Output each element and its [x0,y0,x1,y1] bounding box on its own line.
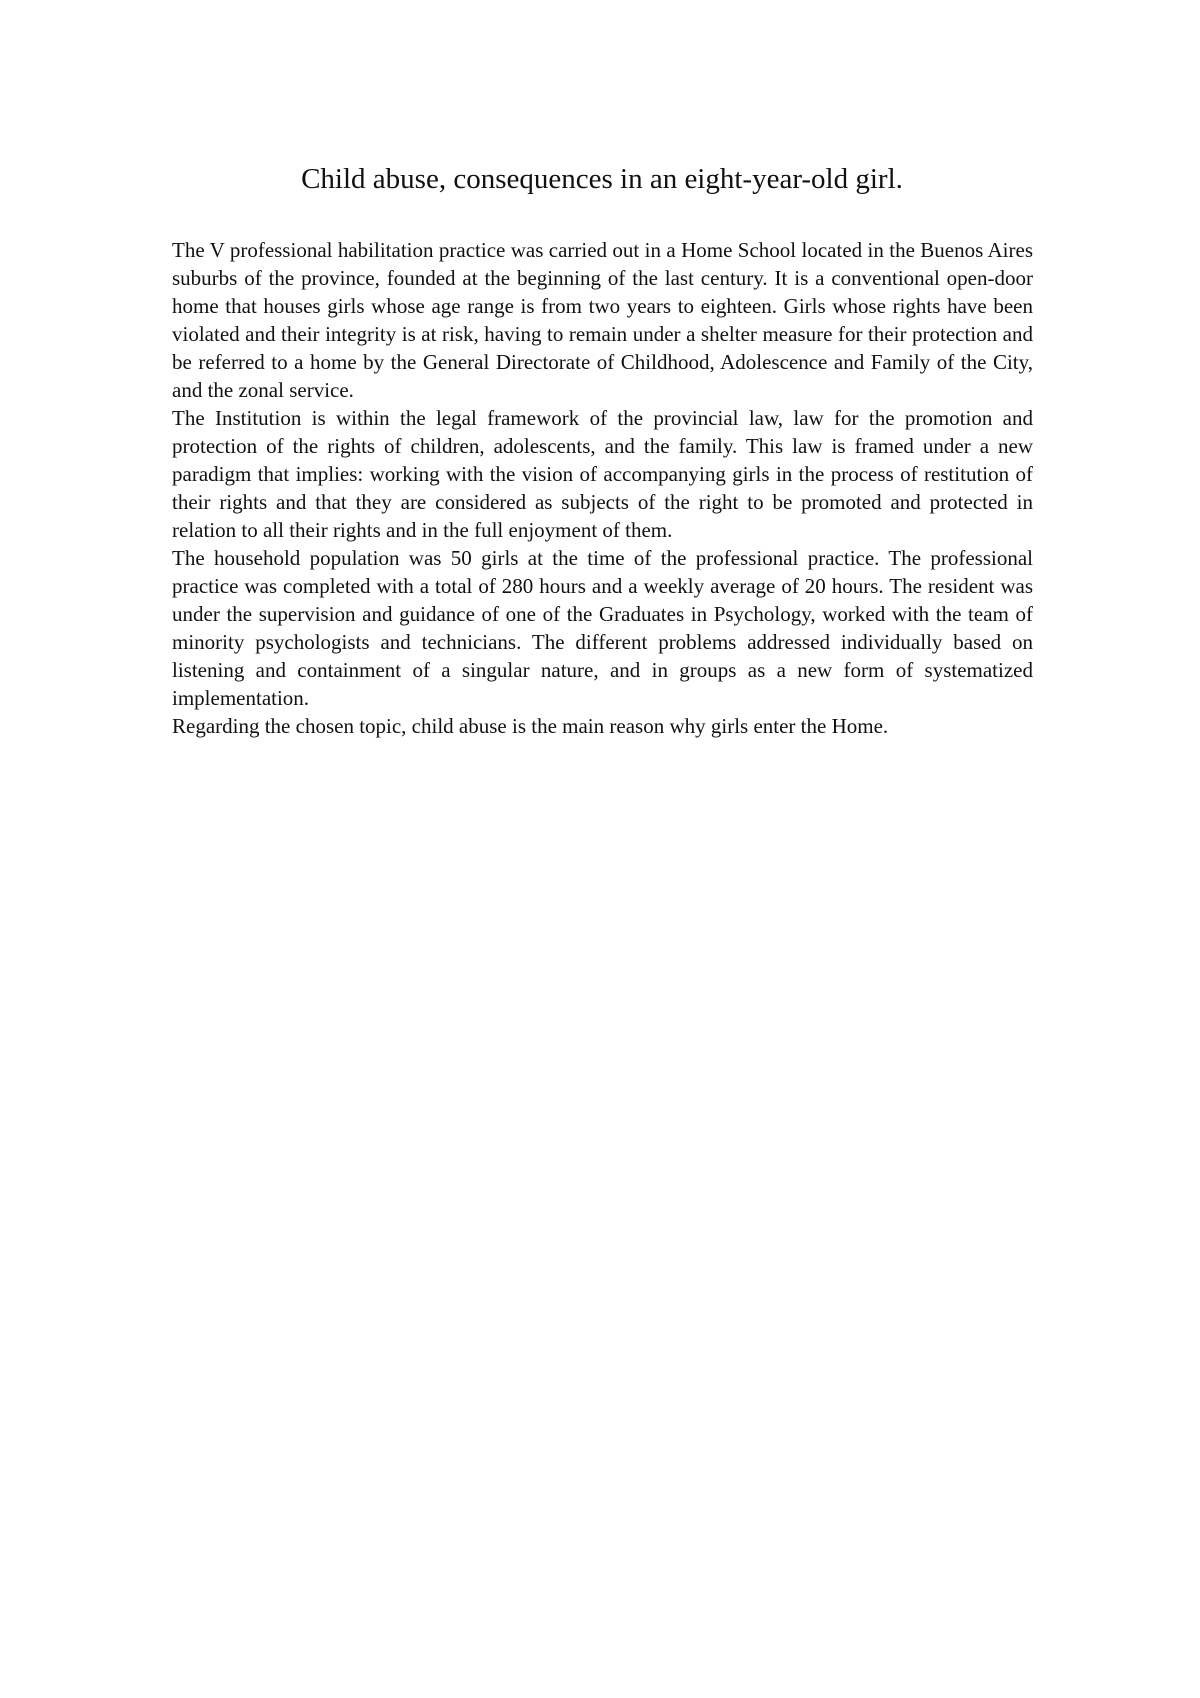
document-body [172,236,1033,740]
paragraph-4: Regarding the chosen topic, child abuse is the main reason why girls enter the Home. [172,714,889,738]
document-title: Child abuse, consequences in an eight-year-old girl. [301,163,903,195]
paragraph-1: The V professional habilitation practice was carried out in a Home School located in the Buenos Aires suburbs of the province, founded at the beginning of the last century. It is a conventional open-door home that houses girls whose age range is from two years to eighteen. Girls whose rights have been violated and their integrity is at risk, having to remain under a shelter measure for their protection and be referred to a home by the General Directorate of Childhood, Adolescence and Family of the City, and the zonal service. [172,238,1033,402]
paragraph-3: The household population was 50 girls at the time of the professional practice. The professional practice was completed with a total of 280 hours and a weekly average of 20 hours. The resident was under the supervision and guidance of one of the Graduates in Psychology, worked with the team of minority psychologists and technicians. The different problems addressed individually based on listening and containment of a singular nature, and in groups as a new form of systematized implementation. [172,546,1033,710]
paragraph-2: The Institution is within the legal framework of the provincial law, law for the promotion and protection of the rights of children, adolescents, and the family. This law is framed under a new paradigm that implies: working with the vision of accompanying girls in the process of restitution of their rights and that they are considered as subjects of the right to be promoted and protected in relation to all their rights and in the full enjoyment of them. [172,406,1033,542]
